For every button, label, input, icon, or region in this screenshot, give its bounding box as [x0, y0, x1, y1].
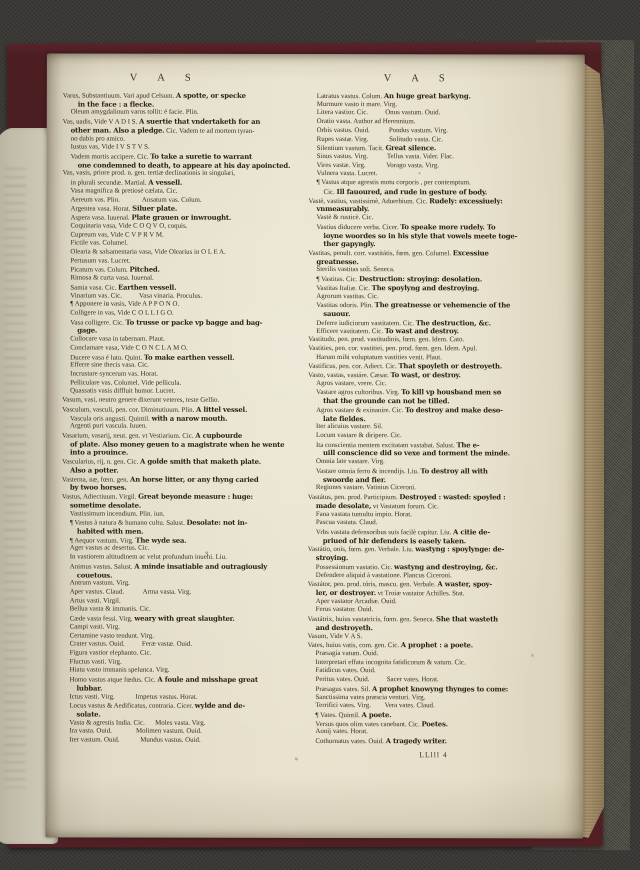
latin-text: Samia vasa. Cic.: [70, 284, 118, 292]
latin-text: ¶ Vastus à natura & humano cultu. Salust.: [69, 519, 187, 527]
latin-text: Efficere vastitatem. Cic.: [316, 328, 385, 336]
blackletter-gloss: swoorde and fier.: [322, 475, 386, 484]
latin-text: ¶ Aequor vastum. Virg.: [69, 537, 136, 545]
text-line: [62, 397, 308, 406]
latin-text: In vastiorem altitudinem ac velut profundum inuehi. Liu.: [69, 553, 227, 561]
text-line: [307, 676, 565, 685]
latin-text: no dabis pro amico.: [70, 135, 126, 143]
blackletter-gloss: sometime desolate.: [69, 501, 142, 510]
latin-text: Cothurnatus vates. Ouid.: [315, 738, 386, 746]
blackletter-gloss: Poetes.: [421, 719, 448, 729]
latin-text: Cæde vasta fessi. Virg.: [69, 615, 135, 623]
text-line: [62, 318, 308, 327]
blackletter-gloss: To trusse or packe vp bagge and bag-: [125, 318, 263, 327]
latin-text: Vastare omnia ferro & incendijs. Liu.: [315, 467, 421, 476]
latin-text: Vasculum, vasculi, pen. cor. Diminutiuum. Plin.: [62, 406, 197, 414]
text-line: [61, 737, 307, 746]
blackletter-gloss: sauour.: [323, 309, 351, 319]
latin-text: Vates, huius vatis, com. gen. Cic.: [307, 642, 401, 650]
latin-text: Defendere aliquid à vastatione. Plancus Ciceroni.: [315, 571, 452, 579]
latin-text: Olearia & salsamentaria vasa, Vide Olearius in O L E A.: [70, 248, 226, 256]
blackletter-gloss: A golde smith that maketh plate.: [140, 457, 262, 467]
running-title-left: V A S: [129, 72, 200, 84]
blackletter-gloss: Also a potter.: [69, 466, 119, 475]
latin-text: Harum mihi voluptatum vastities venit. Plaut.: [316, 353, 442, 361]
blackletter-gloss: A prophet knowyng thynges to come:: [371, 684, 509, 694]
blackletter-gloss: That spoyleth or destroyeth.: [398, 362, 503, 371]
latin-text: Vastare agros cultoribus. Virg.: [316, 389, 402, 397]
latin-text: Rupes vastæ. Virg. Solitudo vasta. Cic.: [316, 135, 444, 143]
latin-text: Pelliculare vas. Columel. Vide pellicula.: [70, 379, 182, 387]
blackletter-gloss: To take a suretie to warrant: [150, 152, 253, 161]
latin-text: Agrorum vastitas. Cic.: [316, 292, 379, 300]
latin-text: Ducere vasa é luto. Quint.: [70, 354, 144, 362]
latin-text: Aereum vas. Plin. Ansatum vas. Colum.: [70, 196, 202, 204]
latin-text: Vastities, pen. cor. vastitiei, pen. prod. fœm. gen. Idem. Apul.: [308, 344, 478, 353]
latin-text: Figura vastior elephanto. Cic.: [69, 649, 152, 657]
blackletter-gloss: solate.: [76, 710, 101, 719]
blackletter-gloss: Siluer plate.: [132, 204, 178, 214]
paper-stain: [47, 53, 49, 55]
blackletter-gloss: A foule and misshape great: [157, 675, 258, 685]
latin-text: in plurali secundæ. Martial.: [70, 179, 149, 187]
latin-text: Vasa colligere. Cic.: [70, 319, 126, 327]
blackletter-gloss: A poete.: [361, 711, 392, 720]
latin-text: Argenti puri vascula. Iuuen.: [70, 422, 148, 430]
latin-text: Aonij vates. Horat.: [315, 728, 368, 736]
text-line: [62, 275, 308, 284]
latin-text: Aspera vasa. Iuuenal.: [70, 214, 132, 222]
blackletter-gloss: An horse litter, or any thyng caried: [130, 475, 259, 484]
blackletter-gloss: To speake more rudely. To: [400, 222, 496, 232]
latin-text: Hiatu vasto immanis spelunca. Virg.: [69, 666, 170, 675]
latin-text: Certamine vasto tendunt. Virg.: [69, 632, 155, 640]
latin-text: Vasa magnifica & pretiosè cælata. Cic.: [70, 187, 178, 195]
latin-text: Vastissimum incendium. Plin. iun.: [69, 509, 165, 518]
latin-text: Vastitas Italiæ. Cic.: [316, 284, 372, 292]
blackletter-gloss: A cupbourde: [195, 431, 243, 440]
latin-text: vt Vastatum forum. Cic.: [371, 502, 439, 511]
blackletter-gloss: A minde insatiable and outragiously: [134, 562, 268, 571]
latin-text: Campi vasti. Virg.: [69, 623, 120, 631]
latin-text: Regiones vastare. Vatinius Ciceroni.: [315, 484, 416, 492]
latin-text: Vires vastæ. Virg. Vorago vasta. Virg.: [316, 161, 440, 170]
blackletter-gloss: Desolate: not in-: [186, 518, 248, 528]
latin-text: Vasterna, næ, fœm. gen.: [61, 476, 131, 484]
blackletter-gloss: with a narow mouth.: [151, 414, 228, 423]
latin-text: Vastátio, onis, fœm. gen. Verbale. Liu.: [307, 546, 416, 554]
text-line: [308, 275, 566, 284]
blackletter-gloss: The destruction, &c.: [415, 318, 491, 328]
text-line: [307, 737, 565, 746]
blackletter-gloss: lubbar.: [76, 684, 103, 693]
dictionary-page: [45, 53, 585, 838]
blackletter-gloss: A citie de-: [452, 528, 491, 537]
blackletter-gloss: She that wasteth: [436, 615, 498, 624]
latin-text: Vulnera vasta. Lucret.: [316, 170, 378, 178]
blackletter-gloss: To wast, or destroy.: [390, 371, 461, 380]
latin-text: Efferre sine thecis vasa. Cic.: [70, 361, 149, 369]
blackletter-gloss: A suertie that vndertaketh for an: [139, 117, 261, 127]
latin-text: Vasto, vastas, vastáre. Cæsar.: [308, 371, 391, 380]
latin-text: Vadem mortis accipere. Cic.: [70, 153, 151, 161]
latin-text: Antrum vastum. Virg.: [69, 579, 130, 587]
text-line: [62, 309, 308, 318]
latin-text: Præsagia vatum. Ouid.: [315, 650, 379, 658]
latin-text: Ita conscientia mentem excitatam vastabat. Salust.: [315, 441, 457, 450]
latin-text: Iter vastum. Ouid. Mundus vastus. Ouid.: [69, 736, 201, 744]
latin-text: Præsagus vates. Sil.: [315, 685, 372, 693]
latin-text: Sinus vastus. Virg. Tellus vasta. Valer. Flac.: [316, 153, 454, 161]
blackletter-gloss: weary with great slaughter.: [134, 614, 235, 623]
latin-text: Ferus vastator. Ouid.: [315, 606, 374, 614]
latin-text: Artus vasti. Virgil.: [69, 597, 121, 605]
latin-text: Silentium vastum. Tacit.: [316, 145, 386, 153]
latin-text: Vastificus, pen. cor. Adiect. Cic.: [308, 363, 399, 371]
text-line: [308, 458, 566, 467]
text-column-left: [61, 91, 308, 745]
latin-text: Sanctissima vates præscia venturi. Virg.: [315, 693, 426, 701]
latin-text: Omnia late vastare. Virg.: [315, 458, 385, 466]
blackletter-gloss: made desolate,: [315, 501, 372, 510]
text-line: [62, 405, 308, 414]
latin-text: Ira vasta. Ouid. Molimen vastum. Ouid.: [69, 727, 202, 736]
text-column-right: [307, 92, 566, 746]
latin-text: Fictile vas. Columel.: [70, 239, 128, 247]
blackletter-gloss: Destruction: stroying: desolation.: [358, 275, 483, 284]
blackletter-gloss: A tragedy writer.: [385, 737, 447, 746]
blackletter-gloss: To kill vp housband men so: [401, 388, 502, 397]
latin-text: Oratio vasta. Author ad Herennium.: [316, 118, 416, 126]
blackletter-gloss: uill conscience did so vexe and torment the minde.: [322, 449, 510, 458]
text-line: [307, 711, 565, 720]
latin-text: Fana vastata tumultu impio. Horat.: [315, 510, 412, 518]
latin-text: Locum vastare & diripere. Cic.: [316, 432, 402, 440]
latin-text: Sterilis vastitas soli. Seneca.: [316, 266, 395, 274]
running-title-right: V A S: [383, 73, 454, 85]
latin-text: Deferre iudiciorum vastitatem. Cic.: [316, 319, 416, 327]
latin-text: Colligere in vas, Vide C O L L I G O.: [70, 309, 174, 317]
blackletter-gloss: Ill fauoured, and rude in gesture of body.: [336, 187, 488, 197]
blackletter-gloss: To make earthen vessell.: [143, 353, 235, 362]
latin-text: ¶ Vastus atque agrestis motu corporis , per contemptum.: [316, 179, 471, 187]
text-line: [62, 466, 308, 475]
latin-text: Vasta & agrestis India. Cic. Moles vasta. Virg.: [69, 719, 206, 727]
latin-text: Litera vastior. Cic. Onus vastum. Ouid.: [316, 109, 441, 117]
latin-text: Iustus vas, Vide I V S T V S.: [70, 143, 150, 151]
latin-text: Pertusum vas. Lucret.: [70, 257, 131, 265]
latin-text: Varus, Substantiuum. Vari apud Celsum.: [62, 92, 176, 100]
blackletter-gloss: A prophet : a poete.: [400, 641, 473, 650]
blackletter-gloss: A waster, spoy-: [437, 580, 493, 589]
latin-text: Versus quos olim vates canebant. Cic.: [315, 720, 422, 728]
latin-text: Vastátrix, huius vastatricis, fœm. gen. Seneca.: [307, 616, 437, 624]
blackletter-gloss: other man. Also a pledge.: [70, 126, 165, 135]
latin-text: Vasum, Vide V A S.: [307, 632, 363, 640]
blackletter-gloss: To destroy and make deso-: [405, 406, 503, 415]
latin-text: Vas, uadis, Vide V A D I S.: [62, 118, 140, 126]
text-line: [62, 344, 308, 353]
latin-text: Animus vastus. Salust.: [69, 563, 135, 571]
latin-text: Vastitudo, pen. prod. vastitudinis, fœm. gen. Idem. Cato.: [308, 336, 465, 344]
latin-text: Vas, vasis, priore prod. n. gen. tertiæ declinationis in singulari,: [62, 169, 236, 178]
latin-text: Agros vastare, vrere. Cic.: [316, 379, 387, 387]
blackletter-gloss: Great silence.: [385, 144, 437, 153]
blackletter-gloss: habited with men.: [76, 527, 144, 536]
blackletter-gloss: Rudely: excessiuely:: [429, 196, 503, 206]
latin-text: Cic. Vadem te ad mortem tyran-: [164, 127, 255, 135]
latin-text: Vastátus, pen. prod. Participium.: [307, 494, 400, 502]
blackletter-gloss: Earthen vessell.: [117, 283, 177, 292]
blackletter-gloss: vnmeasurably.: [316, 205, 370, 214]
latin-text: Vastius diducere verba. Cicer.: [316, 223, 401, 231]
latin-text: Latratus vastus. Colum.: [316, 93, 384, 101]
blackletter-gloss: couetous.: [76, 571, 113, 580]
latin-text: Possessionum vastatio. Cic.: [315, 563, 395, 571]
latin-text: Conclamare vasa, Vide C O N C L A M O.: [70, 344, 188, 352]
latin-text: Coquinaria vasa, Vide C O Q V O, coquis.: [70, 222, 188, 230]
latin-text: Bellua vasta & immanis. Cic.: [69, 605, 151, 614]
latin-text: Interpretari effata incognita fatidicorum & vatum. Cic.: [315, 658, 466, 667]
blackletter-gloss: wylde and de-: [194, 702, 246, 711]
latin-text: Vastè & rusticè. Cic.: [316, 214, 374, 222]
text-line: [62, 554, 308, 563]
latin-text: Vastátor, pen. prod. tóris, mascu. gen. Verbale.: [307, 581, 438, 589]
text-line: [308, 554, 566, 563]
latin-text: Murmure vasto it mare. Virg.: [316, 100, 398, 108]
latin-text: Terrifici vates. Virg. Vera vates. Claud.: [315, 702, 435, 710]
latin-text: Locus vastus & Aedificatus, contraria. Cicer.: [69, 702, 195, 711]
blackletter-gloss: into a prouince.: [69, 448, 129, 458]
blackletter-gloss: An huge great barkyng.: [383, 92, 471, 101]
latin-text: Collocare vasa in tabernam. Plaut.: [70, 335, 165, 343]
blackletter-gloss: Pitched.: [129, 265, 160, 275]
latin-text: Argentea vasa. Horat.: [70, 205, 133, 213]
blackletter-gloss: Great beyonde measure : huge:: [138, 492, 253, 501]
latin-text: Vasarium, vasarij, neut. gen. vt Vestiarium. Cic.: [62, 432, 196, 440]
blackletter-gloss: The wyde sea.: [135, 536, 187, 545]
text-line: [62, 527, 308, 536]
showthrough-text: [4, 168, 26, 788]
blackletter-gloss: ioyne woordes so in his style that vowels meete toge-: [323, 231, 518, 240]
latin-text: Incrustare syncerum vas. Horat.: [70, 370, 158, 378]
blackletter-gloss: and destroyeth.: [315, 623, 373, 632]
blackletter-gloss: A vessell.: [148, 178, 183, 187]
latin-text: Cic.: [323, 188, 337, 196]
blackletter-gloss: wastyng : spoylynge: de-: [415, 545, 505, 554]
latin-text: Ictus vasti. Virg. Impetus vastus. Horat.: [69, 693, 198, 701]
text-line: [308, 397, 566, 406]
blackletter-gloss: late fieldes.: [323, 414, 366, 423]
blackletter-gloss: wastyng and destroying, &c.: [394, 562, 498, 572]
blackletter-gloss: To wast and destroy.: [384, 327, 459, 336]
blackletter-gloss: Destroyed : wasted: spoyled :: [399, 493, 506, 502]
latin-text: Oleum amygdalinum varos tollit: é facie. Plin.: [70, 108, 199, 117]
latin-text: Picatum vas. Colum.: [70, 266, 130, 274]
latin-text: Peritus vates. Ouid. Sacer vates. Horat.: [315, 676, 439, 684]
latin-text: ¶ Vates. Quintil.: [315, 712, 362, 720]
latin-text: ¶ Apponere in vasis, Vide A P P O N O.: [70, 300, 180, 308]
blackletter-gloss: that the grounde can not be tilled.: [323, 397, 450, 406]
blackletter-gloss: The spoylyng and destroying.: [371, 283, 480, 293]
blackletter-gloss: Excessiue: [452, 249, 489, 258]
blackletter-gloss: ler, or destroyer.: [315, 588, 376, 598]
latin-text: ¶ Vastitas. Cic.: [316, 276, 359, 284]
text-line: [309, 188, 567, 197]
blackletter-gloss: The e-: [456, 441, 480, 450]
signature-mark: LLlll 4: [419, 750, 448, 760]
latin-text: Aper vastator Arcadiæ. Ouid.: [315, 597, 397, 605]
latin-text: Iter alicuius vastare. Sil.: [316, 423, 383, 431]
latin-text: Vastus, Adiectiuum. Virgil.: [61, 493, 139, 501]
blackletter-gloss: A spotte, or specke: [175, 91, 246, 100]
latin-text: Quassatis vasis diffluit humor. Lucret.: [70, 387, 176, 396]
latin-text: Cupreum vas, Vide C V P R V M.: [70, 230, 164, 239]
latin-text: Vastitas odoris. Plin.: [316, 302, 375, 310]
text-line: [308, 310, 566, 319]
latin-text: Vasum, vasi, neutro genere dixerunt veteres, teste Gellio.: [62, 396, 220, 404]
latin-text: Vascula oris angusti. Quintil.: [70, 415, 152, 423]
latin-text: Fatidicus vates. Ouid.: [315, 667, 376, 675]
blackletter-gloss: ther gapyngly.: [323, 240, 376, 249]
latin-text: Vinarium vas. Cic. Vasa vinaria. Proculus.: [70, 292, 203, 300]
latin-text: Ager vastus ac desertus. Cic.: [69, 544, 150, 553]
latin-text: Vrbs vastata defensoribus suis facilè capitur. Liu.: [315, 528, 453, 537]
latin-text: Vascularius, rij, n. gen. Cic.: [61, 458, 141, 466]
latin-text: vt Troiæ vastator Achilles. Stat.: [375, 590, 465, 598]
blackletter-gloss: one condemned to death, to appeare at his day apoincted.: [77, 161, 291, 170]
text-line: [308, 432, 566, 441]
latin-text: Orbis vastus. Ouid. Pondus vastum. Virg.: [316, 126, 448, 135]
blackletter-gloss: priued of hir defenders is easely taken.: [322, 536, 467, 545]
blackletter-gloss: gage.: [77, 326, 98, 335]
latin-text: Vastè, vastius, vastissimè, Aduerbium. Cic.: [308, 197, 430, 205]
blackletter-gloss: of plate. Also money geuen to a magistrate when he wente: [69, 440, 285, 449]
latin-text: Fluctus vasti. Virg.: [69, 658, 122, 666]
latin-text: Pascua vastata. Claud.: [315, 519, 378, 527]
blackletter-gloss: Plate grauen or inwrought.: [131, 213, 232, 222]
latin-text: Homo vastus atque fœdus. Cic.: [69, 676, 158, 684]
text-line: [308, 214, 566, 223]
latin-text: Vastitas, penult. corr. vastitátis, fœm. gen. Columel.: [308, 249, 453, 258]
latin-text: Crater vastus. Ouid. Feræ vastæ. Ouid.: [69, 640, 193, 649]
blackletter-gloss: by twoo horses.: [69, 483, 127, 492]
blackletter-gloss: The greatnesse or vehemencie of the: [374, 301, 511, 310]
blackletter-gloss: greatnesse.: [316, 257, 359, 266]
latin-text: Rimosa & curta vasa. Iuuenal.: [70, 274, 154, 282]
blackletter-gloss: stroying.: [315, 554, 349, 563]
blackletter-gloss: A littel vessel.: [196, 405, 248, 414]
latin-text: Agros vastare & exinanire. Cic.: [316, 406, 406, 415]
blackletter-gloss: in the face : a flecke.: [77, 100, 155, 109]
latin-text: Aper vastus. Claud. Arma vasta. Virg.: [69, 588, 192, 596]
blackletter-gloss: To destroy all with: [420, 467, 488, 476]
